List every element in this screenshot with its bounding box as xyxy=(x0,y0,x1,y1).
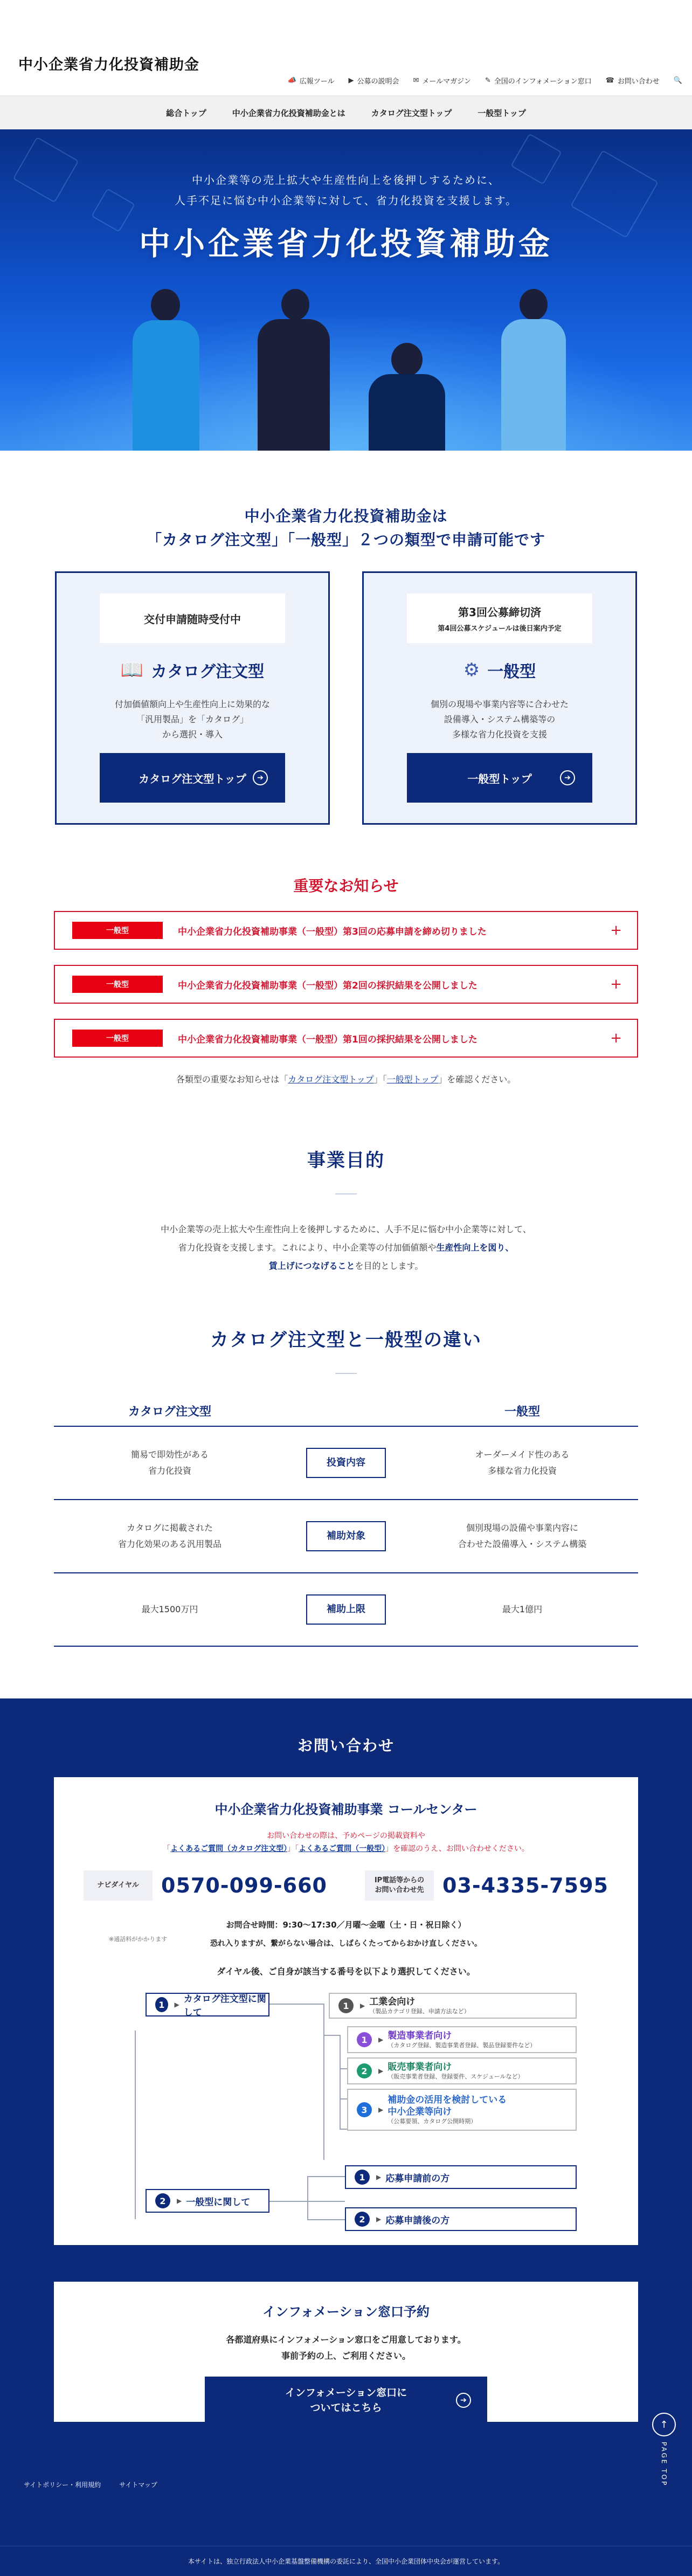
site-footer xyxy=(0,2546,692,2576)
robot-icon: ⚙ xyxy=(463,659,480,681)
notice-item[interactable] xyxy=(54,1019,638,1058)
info-desk-title: インフォメーション窓口予約 xyxy=(262,2304,430,2319)
hero-glow xyxy=(0,310,692,451)
page-top-button[interactable]: ↑ PAGE TOP xyxy=(652,2413,676,2487)
purpose-text: 中小企業等の売上拡大や生産性向上を後押しするために、人手不足に悩む中小企業等に対して、 省力化投資を支援します。これにより、中小企業等の付加価値額や生産性向上を図り、 賃上げにつなげることを目的とします。 xyxy=(161,1224,531,1271)
notice-text: 中小企業省力化投資補助事業（一般型）第2回の採択結果を公開しました xyxy=(178,980,478,991)
phone-note: ※通話料がかかります xyxy=(109,1936,168,1943)
nav-item-top[interactable]: 総合トップ xyxy=(166,108,206,118)
plus-icon: + xyxy=(610,922,622,938)
compare-header xyxy=(54,1396,638,1427)
search-button[interactable] xyxy=(674,77,682,85)
type-cards xyxy=(0,571,692,825)
megaphone-icon: 📣 xyxy=(287,77,296,85)
title-divider xyxy=(335,1373,357,1374)
site-header xyxy=(0,0,692,96)
mail-icon: ✉ xyxy=(413,77,419,85)
notice-tag: 一般型 xyxy=(72,976,163,993)
dial-option-catalog: 1 ▶ カタログ注文型に関して xyxy=(146,1993,269,2016)
dial-option-sme: 3 ▶ 補助金の活用を検討している 中小企業等向け （公募要領、カタログ公開時期） xyxy=(347,2089,577,2131)
nav-item-catalog[interactable]: カタログ注文型トップ xyxy=(371,108,452,118)
notices-title: 重要なお知らせ xyxy=(293,877,399,895)
footer-link-sitemap[interactable]: サイトマップ xyxy=(119,2481,157,2489)
general-type-desc: 個別の現場や事業内容等に合わせた 設備導入・システム構築等の 多様な省力化投資を支援 xyxy=(430,699,569,740)
note-link-catalog[interactable]: カタログ注文型トップ xyxy=(288,1074,374,1085)
compare-row-label: 補助上限 xyxy=(306,1594,386,1625)
info-desk-box xyxy=(54,2282,638,2422)
tree-line xyxy=(269,2004,323,2005)
util-link-pr-tools[interactable]: 📣 広報ツール xyxy=(287,77,335,86)
utility-nav xyxy=(288,75,682,86)
dial-instruction: ダイヤル後、ご自身が該当する番号を以下より選択してください。 xyxy=(217,1966,475,1977)
contact-hours: お問合せ時間：9:30〜17:30／月曜〜金曜（土・日・祝日除く） xyxy=(226,1920,466,1930)
tree-line xyxy=(340,2129,347,2130)
nav-item-general[interactable]: 一般型トップ xyxy=(478,108,526,118)
compare-title: カタログ注文型と一般型の違い xyxy=(210,1329,482,1351)
plus-icon: + xyxy=(610,976,622,992)
tree-line xyxy=(307,2176,345,2177)
dial-option-after-apply: 2 ▶ 応募申請後の方 xyxy=(345,2207,577,2231)
hero-subtitle: 中小企業等の売上拡大や生産性向上を後押しするために、 人手不足に悩む中小企業等に対して、省力化投資を支援します。 xyxy=(175,174,517,207)
notices-note: 各類型の重要なお知らせは「カタログ注文型トップ」「一般型トップ」を確認ください。 xyxy=(176,1074,516,1085)
hero-banner xyxy=(0,129,692,451)
catalog-top-button[interactable]: カタログ注文型トップ ➔ xyxy=(100,753,285,803)
catalog-type-desc: 付加価値額向上や生産性向上に効果的な 「汎用製品」を「カタログ」 から選択・導入 xyxy=(114,699,270,740)
dial-option-manufacturer: 1 ▶ 製造事業者向け （カタログ登録、製造事業者登録、製品登録要件など） xyxy=(347,2026,577,2053)
hero-title: 中小企業省力化投資補助金 xyxy=(139,225,553,262)
nav-item-about[interactable]: 中小企業省力化投資補助金とは xyxy=(232,108,345,118)
hero-person-illustration xyxy=(128,289,204,451)
contact-section xyxy=(0,1698,692,2546)
tree-line xyxy=(307,2219,345,2220)
notice-tag: 一般型 xyxy=(72,1030,163,1047)
arrow-right-icon: ➔ xyxy=(253,770,268,785)
compare-row: カタログに掲載された 省力化効果のある汎用製品 補助対象 個別現場の設備や事業内容に 合わせた設備導入・システム構築 xyxy=(54,1500,638,1573)
call-center-notice: お問い合わせの際は、予めページの掲載資料や 「よくあるご質問（カタログ注文型）」「よくあるご質問（一般型）」を確認のうえ、お問い合わせください。 xyxy=(163,1832,529,1853)
footer-text: 本サイトは、独立行政法人中小企業基盤整備機構の委託により、全国中小企業団体中央会が運営しています。 xyxy=(188,2558,504,2565)
notices-section xyxy=(0,874,692,1085)
tree-line xyxy=(307,2176,308,2219)
catalog-type-name: 📖 カタログ注文型 xyxy=(120,659,265,681)
phone-icon: ☎ xyxy=(605,77,614,85)
tree-line xyxy=(340,2098,347,2100)
general-type-card xyxy=(362,571,637,825)
search-icon: 🔍 xyxy=(673,77,682,85)
book-icon: 📖 xyxy=(120,659,144,681)
video-icon: ▶ xyxy=(348,77,354,85)
faq-link-catalog[interactable]: よくあるご質問（カタログ注文型） xyxy=(170,1845,288,1853)
compare-row: 最大1500万円 補助上限 最大1億円 xyxy=(54,1573,638,1647)
compare-section xyxy=(0,1325,692,1647)
purpose-section xyxy=(0,1145,692,1275)
footer-links xyxy=(24,2480,157,2489)
note-link-general[interactable]: 一般型トップ xyxy=(386,1074,439,1085)
util-link-contact[interactable]: ☎ お問い合わせ xyxy=(605,77,660,86)
ip-phone-number[interactable]: 03-4335-7595 xyxy=(442,1874,608,1897)
arrow-up-icon: ↑ xyxy=(652,2413,676,2436)
info-desk-button[interactable]: インフォメーション窓口に ついてはこちら ➔ xyxy=(205,2377,487,2424)
notice-text: 中小企業省力化投資補助事業（一般型）第3回の応募申請を締め切りました xyxy=(178,926,487,937)
dial-option-general: 2 ▶ 一般型に関して xyxy=(146,2189,269,2213)
tree-line xyxy=(340,2068,347,2069)
compare-col-general: 一般型 xyxy=(504,1405,540,1419)
hero-person-illustration xyxy=(366,343,447,451)
tree-line xyxy=(323,2035,340,2036)
dial-option-industry: 1 ▶ 工業会向け （製品カテゴリ登録、申請方法など） xyxy=(329,1993,577,2019)
tree-line xyxy=(340,2035,341,2129)
hero-person-illustration xyxy=(253,289,334,451)
util-link-newsletter[interactable]: ✉ メールマガジン xyxy=(413,77,471,86)
call-center-title: 中小企業省力化投資補助事業 コールセンター xyxy=(214,1802,478,1817)
dial-option-seller: 2 ▶ 販売事業者向け （販売事業者登録、登録要件、スケジュールなど） xyxy=(347,2057,577,2084)
plus-icon: + xyxy=(610,1030,622,1046)
site-title[interactable]: 中小企業省力化投資補助金 xyxy=(18,57,199,73)
general-top-button[interactable]: 一般型トップ ➔ xyxy=(407,753,592,803)
info-desk-text: 各都道府県にインフォメーション窓口をご用意しております。 事前予約の上、ご利用ください。 xyxy=(226,2335,466,2361)
pen-icon: ✎ xyxy=(485,77,491,85)
call-center-box xyxy=(54,1777,638,2245)
arrow-right-icon: ➔ xyxy=(456,2393,471,2408)
notice-item[interactable] xyxy=(54,965,638,1004)
contact-retry-note: 恐れ入りますが、繋がらない場合は、しばらくたってからおかけ直しください。 xyxy=(210,1939,482,1948)
hero-person-illustration xyxy=(496,289,571,451)
dial-option-before-apply: 1 ▶ 応募申請前の方 xyxy=(345,2165,577,2189)
footer-link-policy[interactable]: サイトポリシー・利用規約 xyxy=(24,2481,101,2489)
notice-tag: 一般型 xyxy=(72,922,163,939)
compare-row-label: 投資内容 xyxy=(306,1448,386,1478)
global-nav xyxy=(0,96,692,129)
util-link-info-desk[interactable]: ✎ 全国のインフォメーション窓口 xyxy=(485,77,592,86)
dial-tree xyxy=(54,1777,638,2245)
notice-item[interactable] xyxy=(54,911,638,950)
arrow-right-icon: ➔ xyxy=(560,770,575,785)
compare-table xyxy=(54,1396,638,1647)
general-type-name: ⚙ 一般型 xyxy=(463,659,536,681)
util-link-briefing[interactable]: ▶ 公募の説明会 xyxy=(348,77,399,86)
compare-row: 簡易で即効性がある 省力化投資 投資内容 オーダーメイド性のある 多様な省力化投資 xyxy=(54,1427,638,1500)
faq-link-general[interactable]: よくあるご質問（一般型） xyxy=(299,1845,386,1853)
purpose-title: 事業目的 xyxy=(307,1150,385,1171)
contact-title: お問い合わせ xyxy=(297,1737,395,1755)
tree-line xyxy=(135,2031,136,2219)
catalog-type-card xyxy=(55,571,330,825)
general-status: 第3回公募締切済 第4回公募スケジュールは後日案内予定 xyxy=(407,593,592,643)
types-section xyxy=(0,451,692,825)
notice-text: 中小企業省力化投資補助事業（一般型）第1回の採択結果を公開しました xyxy=(178,1034,478,1045)
types-heading: 中小企業省力化投資補助金は 「カタログ注文型」「一般型」２つの類型で申請可能です xyxy=(146,507,545,549)
compare-row-label: 補助対象 xyxy=(306,1521,386,1551)
catalog-status: 交付申請随時受付中 xyxy=(100,593,285,643)
navi-dial-number[interactable]: 0570-099-660 xyxy=(161,1874,327,1897)
ip-phone-label: IP電話等からの お問い合わせ先 xyxy=(365,1870,434,1901)
tree-line xyxy=(323,2004,324,2160)
title-divider xyxy=(335,1193,357,1194)
navi-dial-label: ナビダイヤル xyxy=(84,1870,153,1901)
compare-col-catalog: カタログ注文型 xyxy=(128,1405,211,1419)
